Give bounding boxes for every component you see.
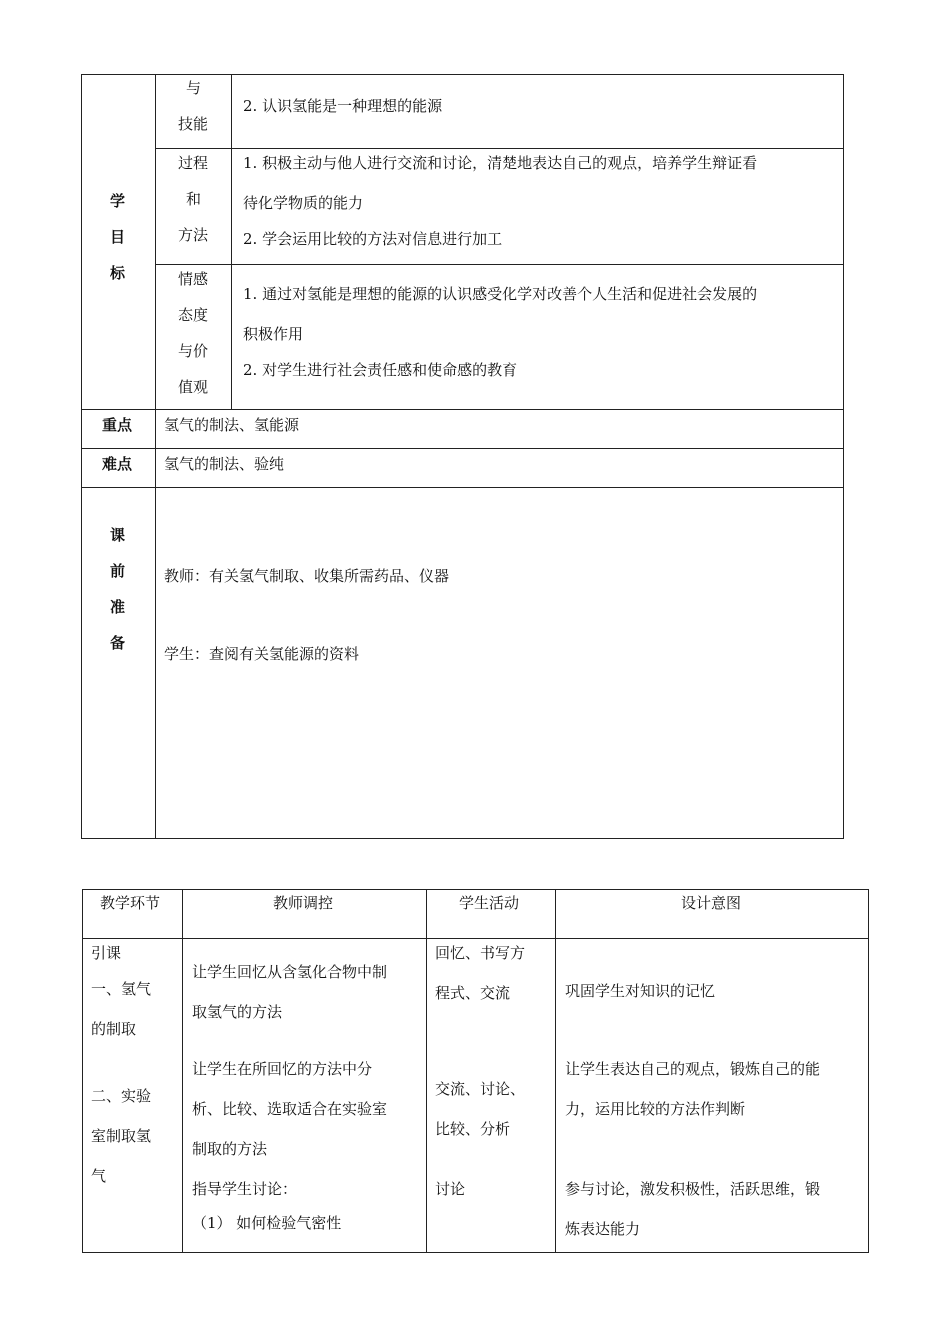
- table1-divider: [81, 448, 844, 449]
- process-sub-label: 和: [186, 190, 202, 208]
- header-design-intent: 设计意图: [681, 894, 742, 912]
- stage-line: 引课: [91, 944, 122, 962]
- intent-line: 巩固学生对知识的记忆: [565, 982, 716, 1000]
- student-line: 比较、分析: [435, 1120, 511, 1138]
- intent-line: 让学生表达自己的观点，锻炼自己的能: [565, 1060, 821, 1078]
- table1-divider: [81, 409, 844, 410]
- table1-divider: [155, 264, 844, 265]
- table1-right-border: [843, 74, 844, 839]
- table1-divider: [81, 487, 844, 488]
- intent-line: 炼表达能力: [565, 1220, 641, 1238]
- header-teacher-control: 教师调控: [273, 894, 334, 912]
- table2-header-divider: [82, 938, 869, 939]
- stage-line: 的制取: [91, 1020, 137, 1038]
- student-line: 讨论: [435, 1180, 466, 1198]
- table2-left-border: [82, 889, 83, 1253]
- emotion-sub-label: 情感: [178, 270, 209, 288]
- table2-bottom-border: [82, 1252, 869, 1253]
- table1-left-border: [81, 74, 82, 839]
- process-sub-label: 过程: [178, 154, 209, 172]
- difficulty-label: 难点: [102, 455, 133, 473]
- preparation-label-char: 准: [110, 598, 126, 616]
- difficulty-content: 氢气的制法、验纯: [164, 455, 285, 473]
- process-content-line: 待化学物质的能力: [243, 194, 364, 212]
- knowledge-content: 2. 认识氢能是一种理想的能源: [243, 97, 443, 115]
- table1-top-border: [81, 74, 844, 75]
- key-point-label: 重点: [102, 416, 133, 434]
- teacher-line: 指导学生讨论：: [192, 1180, 298, 1198]
- student-line: 程式、交流: [435, 984, 511, 1002]
- key-point-content: 氢气的制法、氢能源: [164, 416, 300, 434]
- stage-line: 室制取氢: [91, 1127, 152, 1145]
- table2-top-border: [82, 889, 869, 890]
- preparation-label-char: 课: [110, 526, 126, 544]
- emotion-sub-label: 态度: [178, 306, 209, 324]
- teacher-line: 让学生回忆从含氢化合物中制: [192, 963, 388, 981]
- stage-line: 二、实验: [91, 1087, 152, 1105]
- student-line: 交流、讨论、: [435, 1080, 526, 1098]
- emotion-content-line: 2. 对学生进行社会责任感和使命感的教育: [243, 361, 518, 379]
- emotion-content-line: 1. 通过对氢能是理想的能源的认识感受化学对改善个人生活和促进社会发展的: [243, 285, 758, 303]
- stage-line: 气: [91, 1167, 107, 1185]
- knowledge-sub-label: 与: [186, 79, 202, 97]
- preparation-label-char: 备: [110, 634, 126, 652]
- emotion-sub-label: 与价: [178, 342, 209, 360]
- table2-divider: [426, 889, 427, 1253]
- header-student-activity: 学生活动: [459, 894, 520, 912]
- table1-divider: [155, 74, 156, 839]
- emotion-sub-label: 值观: [178, 378, 209, 396]
- stage-line: 一、氢气: [91, 980, 152, 998]
- objectives-label-char: 学: [110, 192, 126, 210]
- preparation-label-char: 前: [110, 562, 126, 580]
- student-line: 回忆、书写方: [435, 944, 526, 962]
- table1-divider: [231, 74, 232, 410]
- knowledge-sub-label: 技能: [178, 115, 209, 133]
- teacher-line: 取氢气的方法: [192, 1003, 283, 1021]
- teacher-line: （1） 如何检验气密性: [192, 1214, 342, 1232]
- objectives-label-char: 标: [110, 264, 126, 282]
- table1-bottom-border: [81, 838, 844, 839]
- objectives-label-char: 目: [110, 228, 126, 246]
- header-teaching-stage: 教学环节: [100, 894, 161, 912]
- emotion-content-line: 积极作用: [243, 325, 304, 343]
- process-sub-label: 方法: [178, 226, 209, 244]
- teacher-line: 让学生在所回忆的方法中分: [192, 1060, 373, 1078]
- teacher-line: 析、比较、选取适合在实验室: [192, 1100, 388, 1118]
- teacher-line: 制取的方法: [192, 1140, 268, 1158]
- table2-divider: [182, 889, 183, 1253]
- table1-divider: [155, 148, 844, 149]
- table2-right-border: [868, 889, 869, 1253]
- preparation-student: 学生：查阅有关氢能源的资料: [164, 645, 360, 663]
- process-content-line: 2. 学会运用比较的方法对信息进行加工: [243, 230, 503, 248]
- table2-divider: [555, 889, 556, 1253]
- preparation-teacher: 教师：有关氢气制取、收集所需药品、仪器: [164, 567, 450, 585]
- intent-line: 参与讨论，激发积极性，活跃思维，锻: [565, 1180, 821, 1198]
- process-content-line: 1. 积极主动与他人进行交流和讨论，清楚地表达自己的观点，培养学生辩证看: [243, 154, 758, 172]
- intent-line: 力，运用比较的方法作判断: [565, 1100, 746, 1118]
